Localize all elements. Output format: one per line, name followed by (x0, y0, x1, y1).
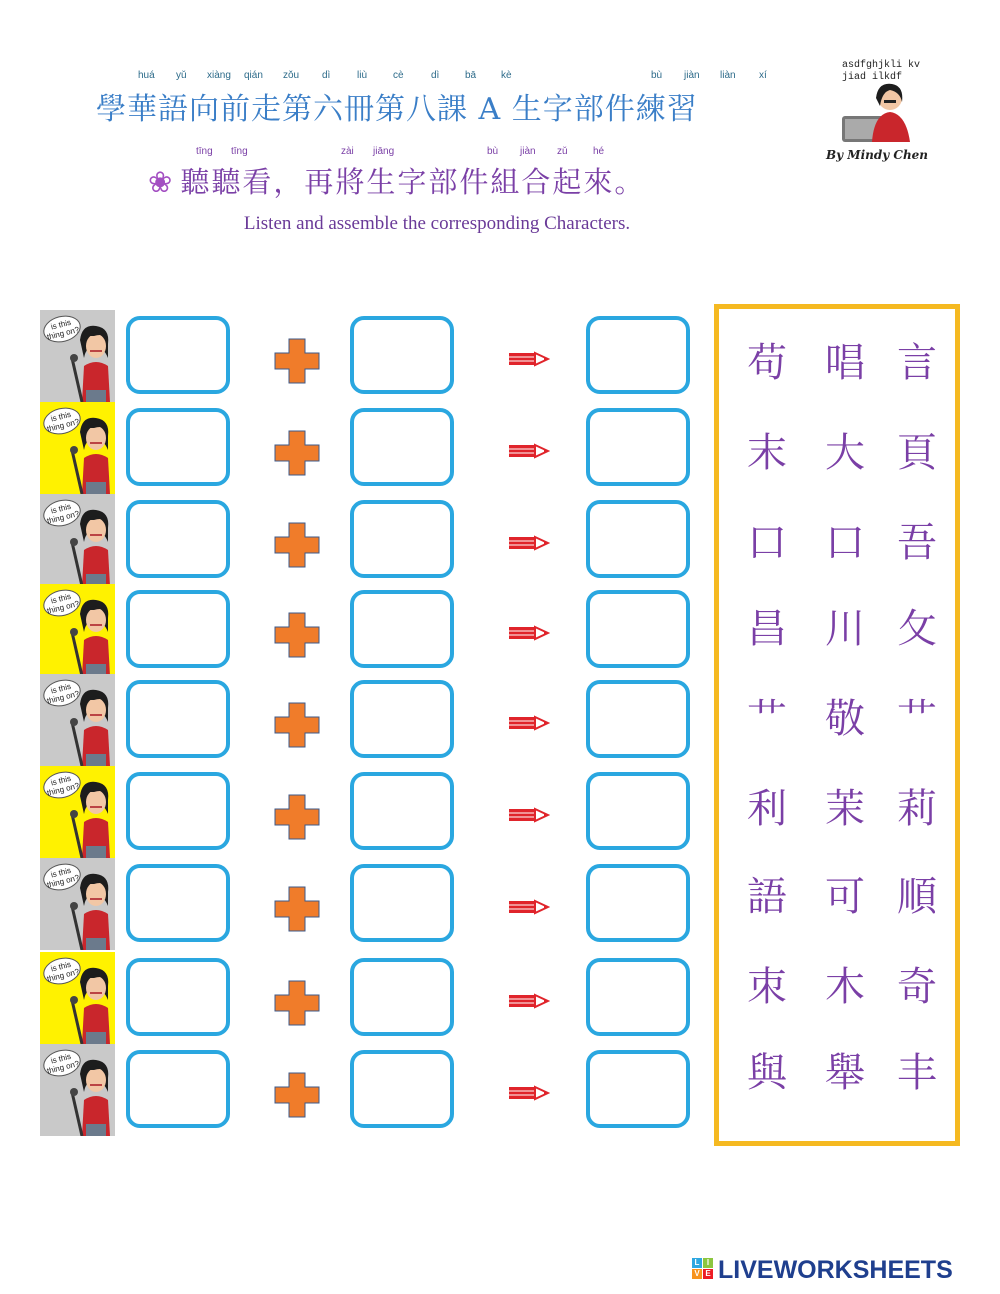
audio-play-button[interactable] (40, 674, 115, 766)
pinyin-syllable: dì (322, 70, 331, 81)
pencil-arrow-icon (508, 806, 550, 824)
speech-bubble: is this thing on? (40, 768, 83, 802)
character-tile[interactable]: 順 (897, 874, 937, 920)
character-tile[interactable]: 苟 (747, 340, 787, 386)
instruction (148, 160, 645, 201)
pencil-arrow-icon (508, 898, 550, 916)
exercise-row (0, 1044, 710, 1134)
pinyin-syllable: tīng (231, 146, 248, 157)
answer-box-middle[interactable] (350, 316, 454, 394)
exercise-row (0, 402, 710, 492)
page-title: 學華語向前走第六冊第八課 A 生字部件練習 (96, 92, 698, 127)
pencil-arrow-icon (508, 534, 550, 552)
character-bank (714, 304, 960, 1146)
plus-icon (274, 430, 320, 476)
character-tile[interactable]: 可 (825, 874, 865, 920)
answer-box-left[interactable] (126, 1050, 230, 1128)
pinyin-syllable: qián (244, 70, 263, 81)
plus-icon (274, 338, 320, 384)
pinyin-syllable: liàn (720, 70, 736, 81)
character-tile[interactable]: 朿 (747, 964, 787, 1010)
subtitle: Listen and assemble the corresponding Characters. (243, 213, 631, 234)
pinyin-syllable: cè (393, 70, 404, 81)
character-tile[interactable]: 與 (747, 1050, 787, 1096)
speaker-avatar-icon (68, 416, 114, 494)
speech-bubble: is this thing on? (40, 676, 83, 710)
pencil-arrow-icon (508, 350, 550, 368)
speaker-avatar-icon (68, 872, 114, 950)
plus-icon (274, 702, 320, 748)
speaker-avatar-icon (68, 598, 114, 676)
character-tile[interactable]: 頁 (897, 430, 937, 476)
pencil-arrow-icon (508, 442, 550, 460)
pinyin-syllable: bù (651, 70, 663, 81)
answer-box-middle[interactable] (350, 864, 454, 942)
pinyin-syllable: tīng (196, 146, 213, 157)
pinyin-syllable: xí (759, 70, 767, 81)
exercise-row (0, 584, 710, 674)
audio-play-button[interactable] (40, 584, 115, 676)
plus-icon (274, 980, 320, 1026)
answer-box-result[interactable] (586, 958, 690, 1036)
audio-play-button[interactable] (40, 494, 115, 586)
answer-box-left[interactable] (126, 408, 230, 486)
speech-bubble: is this thing on? (40, 496, 83, 530)
audio-play-button[interactable] (40, 310, 115, 402)
answer-box-result[interactable] (586, 590, 690, 668)
answer-box-left[interactable] (126, 500, 230, 578)
answer-box-result[interactable] (586, 772, 690, 850)
character-tile[interactable]: 川 (825, 606, 865, 652)
pinyin-syllable: zǔ (557, 146, 568, 157)
audio-play-button[interactable] (40, 858, 115, 950)
answer-box-result[interactable] (586, 316, 690, 394)
answer-box-left[interactable] (126, 772, 230, 850)
character-tile[interactable]: 丰 (897, 1050, 937, 1096)
pinyin-syllable: jiàn (520, 146, 536, 157)
flower-icon: ❀ (148, 165, 175, 199)
character-tile[interactable]: 口 (825, 520, 865, 566)
pinyin-syllable: liù (357, 70, 368, 81)
speech-bubble: is this thing on? (40, 860, 83, 894)
speaker-avatar-icon (68, 324, 114, 402)
pinyin-syllable: zài (341, 146, 354, 157)
pinyin-syllable: jiàn (684, 70, 700, 81)
plus-icon (274, 612, 320, 658)
author-credit: By Mindy Chen (826, 148, 929, 162)
answer-box-middle[interactable] (350, 500, 454, 578)
speaker-avatar-icon (68, 688, 114, 766)
exercise-row (0, 310, 710, 400)
speaker-avatar-icon (68, 966, 114, 1044)
audio-play-button[interactable] (40, 952, 115, 1044)
pinyin-syllable: hé (593, 146, 605, 157)
character-tile[interactable]: 攵 (897, 606, 937, 652)
character-tile[interactable]: 昌 (747, 606, 787, 652)
answer-box-result[interactable] (586, 408, 690, 486)
answer-box-result[interactable] (586, 1050, 690, 1128)
character-tile[interactable]: 艹 (897, 696, 937, 742)
speech-bubble: is this thing on? (40, 404, 83, 438)
character-tile[interactable]: 利 (747, 786, 787, 832)
badge-letters: asdfghjkli kvjiad ilkdf (842, 60, 921, 83)
pencil-arrow-icon (508, 624, 550, 642)
pinyin-syllable: jiāng (373, 146, 395, 157)
pencil-arrow-icon (508, 1084, 550, 1102)
pinyin-syllable: zǒu (283, 70, 300, 81)
character-tile[interactable]: 唱 (825, 340, 865, 386)
answer-box-left[interactable] (126, 680, 230, 758)
pinyin-syllable: kè (501, 70, 512, 81)
pinyin-syllable: bā (465, 70, 477, 81)
speaker-avatar-icon (68, 1058, 114, 1136)
speech-bubble: is this thing on? (40, 954, 83, 988)
character-tile[interactable]: 大 (825, 430, 865, 476)
audio-play-button[interactable] (40, 1044, 115, 1136)
answer-box-middle[interactable] (350, 958, 454, 1036)
exercise-row (0, 858, 710, 948)
speaker-avatar-icon (68, 508, 114, 586)
instruction-text: 聽聽看，再將生字部件組合起來。 (180, 165, 646, 199)
exercise-row (0, 674, 710, 764)
exercise-row (0, 766, 710, 856)
answer-box-left[interactable] (126, 958, 230, 1036)
speech-bubble: is this thing on? (40, 312, 83, 346)
author-avatar-icon (842, 80, 912, 142)
answer-box-result[interactable] (586, 500, 690, 578)
audio-play-button[interactable] (40, 766, 115, 858)
character-tile[interactable]: 敬 (825, 696, 865, 742)
answer-box-left[interactable] (126, 864, 230, 942)
answer-box-left[interactable] (126, 590, 230, 668)
character-tile[interactable]: 舉 (825, 1050, 865, 1096)
plus-icon (274, 1072, 320, 1118)
character-tile[interactable]: 莉 (897, 786, 937, 832)
speech-bubble: is this thing on? (40, 1046, 83, 1080)
character-tile[interactable]: 口 (747, 520, 787, 566)
speech-bubble: is this thing on? (40, 586, 83, 620)
pinyin-syllable: huá (138, 70, 155, 81)
pencil-arrow-icon (508, 714, 550, 732)
pinyin-syllable: xiàng (207, 70, 231, 81)
character-tile[interactable]: 艹 (747, 696, 787, 742)
character-tile[interactable]: 奇 (897, 964, 937, 1010)
pinyin-syllable: dì (431, 70, 440, 81)
answer-box-middle[interactable] (350, 680, 454, 758)
logo-mark-icon: L I V E (692, 1258, 714, 1280)
answer-box-middle[interactable] (350, 590, 454, 668)
pencil-arrow-icon (508, 992, 550, 1010)
pinyin-syllable: yǔ (176, 70, 187, 81)
audio-play-button[interactable] (40, 402, 115, 494)
logo-text: LIVEWORKSHEETS (718, 1256, 953, 1284)
answer-box-middle[interactable] (350, 1050, 454, 1128)
answer-box-result[interactable] (586, 680, 690, 758)
character-tile[interactable]: 語 (747, 874, 787, 920)
answer-box-middle[interactable] (350, 772, 454, 850)
character-tile[interactable]: 茉 (825, 786, 865, 832)
speaker-avatar-icon (68, 780, 114, 858)
answer-box-left[interactable] (126, 316, 230, 394)
character-tile[interactable]: 言 (897, 340, 937, 386)
author-badge (826, 60, 958, 168)
plus-icon (274, 886, 320, 932)
plus-icon (274, 522, 320, 568)
exercise-row (0, 952, 710, 1042)
character-tile[interactable]: 末 (747, 430, 787, 476)
plus-icon (274, 794, 320, 840)
character-tile[interactable]: 吾 (897, 520, 937, 566)
answer-box-middle[interactable] (350, 408, 454, 486)
answer-box-result[interactable] (586, 864, 690, 942)
pinyin-syllable: bù (487, 146, 499, 157)
character-tile[interactable]: 木 (825, 964, 865, 1010)
exercise-row (0, 494, 710, 584)
